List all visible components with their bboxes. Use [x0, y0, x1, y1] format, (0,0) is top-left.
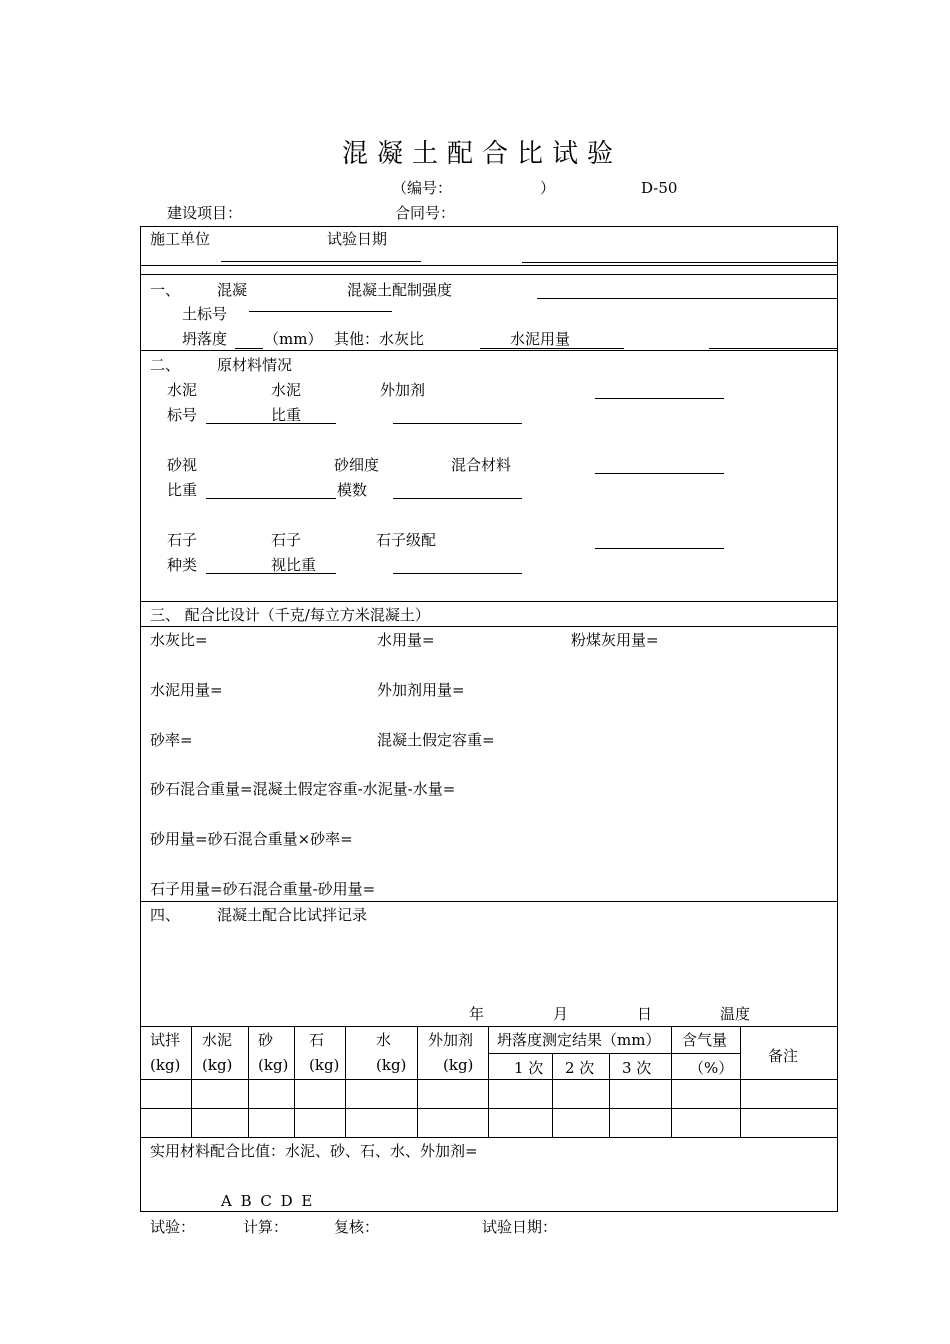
mixed-material-field[interactable]: [595, 473, 724, 474]
cement-label-b: 标号: [167, 406, 198, 424]
divider: [140, 1137, 838, 1138]
cement-label-a: 水泥: [167, 381, 198, 399]
flyash-formula: 粉煤灰用量=: [571, 631, 659, 649]
th-air-unit: （%）: [689, 1059, 734, 1077]
admixture-label: 外加剂: [380, 381, 426, 399]
date-field[interactable]: [522, 262, 838, 263]
section4-number: 四、: [150, 906, 181, 924]
cement-gravity-label-a: 水泥: [271, 381, 302, 399]
wc-ratio-label: 其他：水灰比: [334, 330, 425, 348]
fineness-field[interactable]: [393, 498, 522, 499]
th-slump-2: 2 次: [565, 1059, 595, 1077]
strength-label: 混凝土配制强度: [347, 281, 453, 299]
th-water-unit: (kg): [376, 1056, 407, 1074]
project-label: 建设项目：: [167, 204, 243, 222]
divider: [140, 626, 838, 627]
density-formula: 混凝土假定容重=: [377, 731, 495, 749]
wc-ratio-field[interactable]: [480, 348, 624, 349]
th-slump-1: 1 次: [514, 1059, 544, 1077]
section3-heading: 三、 配合比设计（千克/每立方米混凝土）: [150, 606, 430, 624]
code-label: （编号：: [392, 179, 453, 197]
divider: [140, 901, 838, 902]
th-remarks: 备注: [768, 1047, 799, 1065]
sand-gravity-field[interactable]: [206, 498, 336, 499]
th-sand: 砂: [258, 1031, 274, 1049]
col-line: [488, 1026, 489, 1137]
col-line: [191, 1026, 192, 1137]
cement-gravity-field[interactable]: [393, 423, 522, 424]
col-line: [552, 1053, 553, 1137]
unit-field[interactable]: [221, 261, 421, 262]
stone-label-b: 种类: [167, 556, 198, 574]
th-cement: 水泥: [202, 1031, 233, 1049]
divider: [140, 601, 838, 602]
ratio-letters: A B C D E: [221, 1192, 315, 1210]
th-admixture-unit: (kg): [443, 1056, 474, 1074]
th-sand-unit: (kg): [258, 1056, 289, 1074]
sand-label-a: 砂视: [167, 456, 198, 474]
stone-gravity-field[interactable]: [393, 573, 522, 574]
divider: [140, 350, 838, 351]
footer-review: 复核：: [334, 1218, 380, 1236]
cement-amount-field[interactable]: [709, 348, 838, 349]
footer-test-date: 试验日期：: [482, 1218, 558, 1236]
sand-ratio-formula: 砂率=: [150, 731, 193, 749]
divider: [140, 1108, 838, 1109]
th-slump: 坍落度测定结果（mm）: [497, 1031, 661, 1049]
wc-ratio-formula: 水灰比=: [150, 631, 208, 649]
divider: [140, 274, 838, 275]
grade-label-b: 土标号: [182, 305, 228, 323]
sand-label-b: 比重: [167, 481, 198, 499]
divider: [140, 1026, 838, 1027]
th-slump-3: 3 次: [622, 1059, 652, 1077]
col-line: [294, 1026, 295, 1137]
th-trial: 试拌: [150, 1031, 181, 1049]
year-label: 年: [469, 1005, 485, 1023]
temperature-label: 温度: [720, 1005, 751, 1023]
stone-formula: 石子用量=砂石混合重量-砂用量=: [150, 880, 376, 898]
th-admixture: 外加剂: [428, 1031, 474, 1049]
cement-amount-label: 水泥用量: [510, 330, 571, 348]
admixture-formula: 外加剂用量=: [377, 681, 465, 699]
mixed-material-label: 混合材料: [451, 456, 512, 474]
th-air: 含气量: [682, 1031, 728, 1049]
footer-calc: 计算：: [243, 1218, 289, 1236]
fineness-label-b: 模数: [337, 481, 368, 499]
sand-formula: 砂用量=砂石混合重量×砂率=: [150, 830, 353, 848]
aggregate-formula: 砂石混合重量=混凝土假定容重-水泥量-水量=: [150, 780, 456, 798]
col-line: [671, 1026, 672, 1137]
section2-heading: 原材料情况: [217, 356, 293, 374]
doc-id: D-50: [641, 179, 678, 197]
cement-formula: 水泥用量=: [150, 681, 223, 699]
th-trial-unit: (kg): [150, 1056, 181, 1074]
footer-test: 试验：: [150, 1218, 196, 1236]
divider: [140, 265, 838, 266]
th-cement-unit: (kg): [202, 1056, 233, 1074]
page-title: 混凝土配合比试验: [342, 139, 623, 169]
col-line: [417, 1026, 418, 1137]
code-close: ）: [540, 179, 556, 197]
col-line: [248, 1026, 249, 1137]
month-label: 月: [553, 1005, 569, 1023]
th-stone: 石: [309, 1031, 325, 1049]
contract-label: 合同号：: [395, 204, 456, 222]
grade-label-a: 混凝: [217, 281, 248, 299]
stone-gravity-label-a: 石子: [271, 531, 302, 549]
th-stone-unit: (kg): [309, 1056, 340, 1074]
stone-gravity-label-b: 视比重: [271, 556, 317, 574]
section4-heading: 混凝土配合比试拌记录: [217, 906, 368, 924]
admixture-field[interactable]: [595, 398, 724, 399]
sub-header-line: [488, 1053, 740, 1054]
strength-field[interactable]: [537, 298, 838, 299]
fineness-label-a: 砂细度: [334, 456, 380, 474]
ratio-label: 实用材料配合比值：水泥、砂、石、水、外加剂=: [150, 1142, 478, 1160]
date-label: 试验日期: [327, 230, 388, 248]
grading-label: 石子级配: [376, 531, 437, 549]
section1-number: 一、: [150, 281, 181, 299]
th-water: 水: [376, 1031, 392, 1049]
divider: [140, 1079, 838, 1080]
slump-label: 坍落度: [182, 330, 228, 348]
col-line: [740, 1026, 741, 1137]
unit-label: 施工单位: [150, 230, 211, 248]
cement-gravity-label-b: 比重: [271, 406, 302, 424]
grading-field[interactable]: [595, 548, 724, 549]
stone-label-a: 石子: [167, 531, 198, 549]
grade-field[interactable]: [249, 311, 392, 312]
day-label: 日: [637, 1005, 653, 1023]
section2-number: 二、: [150, 356, 181, 374]
slump-unit: （mm）: [264, 330, 323, 348]
water-formula: 水用量=: [377, 631, 435, 649]
slump-field[interactable]: [235, 348, 263, 349]
col-line: [345, 1026, 346, 1137]
col-line: [609, 1053, 610, 1137]
